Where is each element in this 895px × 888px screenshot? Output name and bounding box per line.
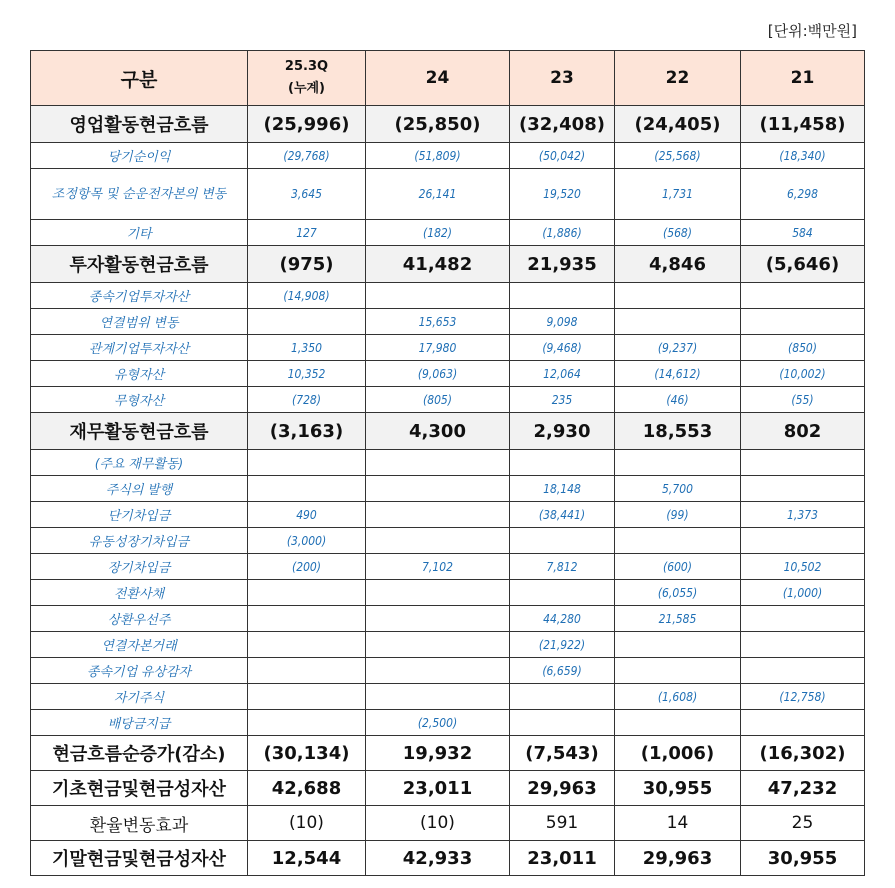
value-cell xyxy=(248,606,366,632)
value-cell: 2,930 xyxy=(510,413,615,450)
unit-label: [단위:백만원] xyxy=(767,22,857,40)
value-cell: 127 xyxy=(248,220,366,246)
value-cell xyxy=(248,450,366,476)
table-row xyxy=(31,771,865,806)
value-cell: 15,653 xyxy=(366,309,510,335)
value-cell xyxy=(510,450,615,476)
value-cell: (6,055) xyxy=(615,580,741,606)
value-cell: 584 xyxy=(741,220,865,246)
value-cell: (568) xyxy=(615,220,741,246)
value-cell: 17,980 xyxy=(366,335,510,361)
row-label: 기말현금및현금성자산 xyxy=(31,841,248,876)
row-label: 종속기업투자자산 xyxy=(31,283,248,309)
value-cell: (25,850) xyxy=(366,106,510,143)
value-cell: 30,955 xyxy=(741,841,865,876)
table-row xyxy=(31,841,865,876)
table-row xyxy=(31,554,865,580)
row-label: 주식의 발행 xyxy=(31,476,248,502)
value-cell: (30,134) xyxy=(248,736,366,771)
row-label: 조정항목 및 순운전자본의 변동 xyxy=(31,169,248,220)
row-label: 유동성장기차입금 xyxy=(31,528,248,554)
value-cell: 41,482 xyxy=(366,246,510,283)
value-cell xyxy=(366,283,510,309)
value-cell xyxy=(248,632,366,658)
table-row xyxy=(31,220,865,246)
value-cell xyxy=(615,658,741,684)
value-cell: 21,935 xyxy=(510,246,615,283)
value-cell: 42,688 xyxy=(248,771,366,806)
table-row xyxy=(31,283,865,309)
value-cell xyxy=(248,684,366,710)
value-cell xyxy=(366,450,510,476)
value-cell: 12,544 xyxy=(248,841,366,876)
value-cell xyxy=(510,283,615,309)
row-label: 상환우선주 xyxy=(31,606,248,632)
header-year xyxy=(615,51,741,106)
value-cell xyxy=(741,658,865,684)
value-cell xyxy=(366,684,510,710)
table-row xyxy=(31,736,865,771)
header-text: 22 xyxy=(665,68,690,88)
value-cell: (55) xyxy=(741,387,865,413)
value-cell: (9,468) xyxy=(510,335,615,361)
value-cell xyxy=(615,450,741,476)
table-row xyxy=(31,710,865,736)
value-cell xyxy=(741,606,865,632)
table-row xyxy=(31,528,865,554)
value-cell: (7,543) xyxy=(510,736,615,771)
value-cell: 19,520 xyxy=(510,169,615,220)
table-row xyxy=(31,169,865,220)
value-cell: 7,102 xyxy=(366,554,510,580)
row-label: 기초현금및현금성자산 xyxy=(31,771,248,806)
table-row xyxy=(31,684,865,710)
value-cell: 23,011 xyxy=(510,841,615,876)
value-cell xyxy=(366,606,510,632)
value-cell: 26,141 xyxy=(366,169,510,220)
value-cell: (3,163) xyxy=(248,413,366,450)
value-cell: 25 xyxy=(741,806,865,841)
value-cell xyxy=(741,632,865,658)
row-label: 투자활동현금흐름 xyxy=(31,246,248,283)
value-cell xyxy=(248,710,366,736)
value-cell xyxy=(248,658,366,684)
value-cell: (14,612) xyxy=(615,361,741,387)
table-row xyxy=(31,502,865,528)
value-cell: (182) xyxy=(366,220,510,246)
table-row xyxy=(31,450,865,476)
header-year xyxy=(741,51,865,106)
table-row xyxy=(31,309,865,335)
value-cell: (9,237) xyxy=(615,335,741,361)
header-year xyxy=(366,51,510,106)
header-text: 23 xyxy=(550,68,574,88)
value-cell: (850) xyxy=(741,335,865,361)
value-cell: 10,502 xyxy=(741,554,865,580)
value-cell: (25,996) xyxy=(248,106,366,143)
header-text: 25.3Q xyxy=(284,59,329,74)
header-year xyxy=(510,51,615,106)
value-cell: (5,646) xyxy=(741,246,865,283)
value-cell xyxy=(615,528,741,554)
header-row xyxy=(31,51,865,106)
table-row xyxy=(31,106,865,143)
value-cell xyxy=(366,476,510,502)
value-cell: (1,006) xyxy=(615,736,741,771)
value-cell: (99) xyxy=(615,502,741,528)
row-label: 전환사채 xyxy=(31,580,248,606)
table-row xyxy=(31,658,865,684)
value-cell: 12,064 xyxy=(510,361,615,387)
value-cell: (10,002) xyxy=(741,361,865,387)
value-cell: 591 xyxy=(510,806,615,841)
value-cell xyxy=(741,309,865,335)
row-label: 단기차입금 xyxy=(31,502,248,528)
value-cell xyxy=(510,528,615,554)
value-cell xyxy=(615,309,741,335)
value-cell xyxy=(510,684,615,710)
value-cell: (600) xyxy=(615,554,741,580)
table-row xyxy=(31,246,865,283)
table-row xyxy=(31,806,865,841)
value-cell: 4,300 xyxy=(366,413,510,450)
row-label: 종속기업 유상감자 xyxy=(31,658,248,684)
value-cell xyxy=(248,476,366,502)
value-cell: 490 xyxy=(248,502,366,528)
value-cell xyxy=(741,476,865,502)
value-cell xyxy=(248,309,366,335)
table-row xyxy=(31,143,865,169)
value-cell: 10,352 xyxy=(248,361,366,387)
value-cell xyxy=(510,710,615,736)
value-cell: (1,000) xyxy=(741,580,865,606)
value-cell: (51,809) xyxy=(366,143,510,169)
value-cell xyxy=(741,283,865,309)
value-cell xyxy=(615,632,741,658)
row-label: 재무활동현금흐름 xyxy=(31,413,248,450)
value-cell: 1,373 xyxy=(741,502,865,528)
table-row xyxy=(31,335,865,361)
value-cell: 19,932 xyxy=(366,736,510,771)
value-cell: (10) xyxy=(248,806,366,841)
value-cell: 42,933 xyxy=(366,841,510,876)
row-label: 배당금지급 xyxy=(31,710,248,736)
row-label: 연결자본거래 xyxy=(31,632,248,658)
value-cell: (3,000) xyxy=(248,528,366,554)
table-row xyxy=(31,476,865,502)
table-row xyxy=(31,632,865,658)
value-cell: 23,011 xyxy=(366,771,510,806)
table-row xyxy=(31,387,865,413)
table-row xyxy=(31,580,865,606)
value-cell: (21,922) xyxy=(510,632,615,658)
value-cell: 9,098 xyxy=(510,309,615,335)
row-label: 당기순이익 xyxy=(31,143,248,169)
value-cell: 4,846 xyxy=(615,246,741,283)
table-row xyxy=(31,606,865,632)
value-cell: (805) xyxy=(366,387,510,413)
value-cell: 21,585 xyxy=(615,606,741,632)
header-category: 구분 xyxy=(31,51,248,106)
value-cell: 7,812 xyxy=(510,554,615,580)
row-label: 유형자산 xyxy=(31,361,248,387)
value-cell xyxy=(615,283,741,309)
row-label: 자기주식 xyxy=(31,684,248,710)
value-cell: (14,908) xyxy=(248,283,366,309)
value-cell: (29,768) xyxy=(248,143,366,169)
value-cell: (18,340) xyxy=(741,143,865,169)
value-cell xyxy=(366,502,510,528)
header-text: (누계) xyxy=(288,81,325,96)
value-cell: 3,645 xyxy=(248,169,366,220)
value-cell: 30,955 xyxy=(615,771,741,806)
value-cell: 802 xyxy=(741,413,865,450)
header-year xyxy=(248,51,366,106)
row-label: 무형자산 xyxy=(31,387,248,413)
header-text: 21 xyxy=(790,68,815,88)
value-cell: (1,608) xyxy=(615,684,741,710)
row-label: 기타 xyxy=(31,220,248,246)
value-cell xyxy=(741,528,865,554)
value-cell: 29,963 xyxy=(510,771,615,806)
value-cell: (25,568) xyxy=(615,143,741,169)
value-cell: 18,553 xyxy=(615,413,741,450)
value-cell xyxy=(741,710,865,736)
value-cell: (32,408) xyxy=(510,106,615,143)
value-cell xyxy=(366,528,510,554)
value-cell: (11,458) xyxy=(741,106,865,143)
value-cell: 18,148 xyxy=(510,476,615,502)
value-cell: (2,500) xyxy=(366,710,510,736)
value-cell: (50,042) xyxy=(510,143,615,169)
value-cell: 1,350 xyxy=(248,335,366,361)
value-cell xyxy=(615,710,741,736)
value-cell: 14 xyxy=(615,806,741,841)
value-cell: 44,280 xyxy=(510,606,615,632)
value-cell: 6,298 xyxy=(741,169,865,220)
value-cell: (728) xyxy=(248,387,366,413)
value-cell: (1,886) xyxy=(510,220,615,246)
value-cell: 47,232 xyxy=(741,771,865,806)
value-cell: 29,963 xyxy=(615,841,741,876)
header-text: 24 xyxy=(425,68,450,88)
row-label: 장기차입금 xyxy=(31,554,248,580)
row-label: 현금흐름순증가(감소) xyxy=(31,736,248,771)
value-cell xyxy=(248,580,366,606)
value-cell: (9,063) xyxy=(366,361,510,387)
row-label: (주요 재무활동) xyxy=(31,450,248,476)
value-cell xyxy=(510,580,615,606)
row-label: 영업활동현금흐름 xyxy=(31,106,248,143)
row-label: 관계기업투자자산 xyxy=(31,335,248,361)
value-cell: (16,302) xyxy=(741,736,865,771)
value-cell: 235 xyxy=(510,387,615,413)
value-cell xyxy=(366,632,510,658)
value-cell: 1,731 xyxy=(615,169,741,220)
table-row xyxy=(31,361,865,387)
value-cell: (975) xyxy=(248,246,366,283)
cash-flow-table xyxy=(30,50,865,876)
value-cell: (24,405) xyxy=(615,106,741,143)
value-cell: (12,758) xyxy=(741,684,865,710)
value-cell: (38,441) xyxy=(510,502,615,528)
row-label: 연결범위 변동 xyxy=(31,309,248,335)
value-cell: (46) xyxy=(615,387,741,413)
row-label: 환율변동효과 xyxy=(31,806,248,841)
value-cell: 5,700 xyxy=(615,476,741,502)
value-cell xyxy=(366,580,510,606)
value-cell xyxy=(366,658,510,684)
table-row xyxy=(31,413,865,450)
value-cell: (10) xyxy=(366,806,510,841)
value-cell: (200) xyxy=(248,554,366,580)
value-cell: (6,659) xyxy=(510,658,615,684)
value-cell xyxy=(741,450,865,476)
